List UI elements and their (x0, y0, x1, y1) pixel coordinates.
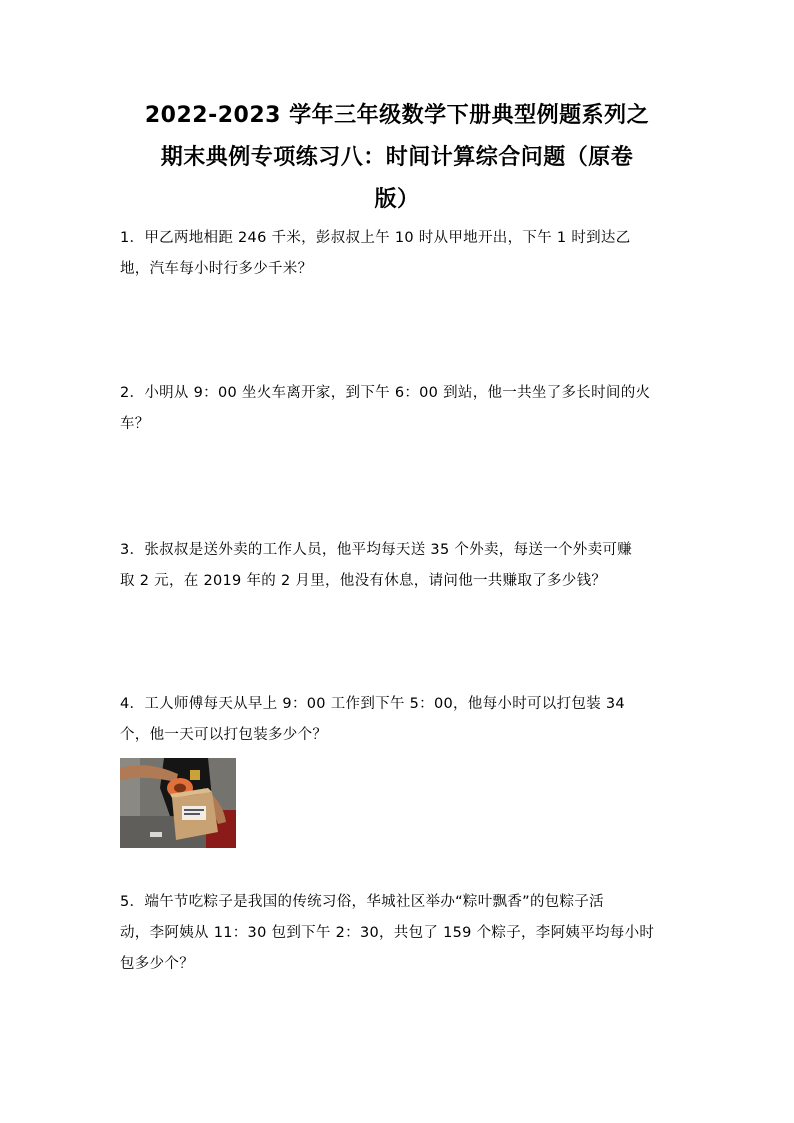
question-5-line-3: 包多少个？ (120, 956, 194, 972)
question-5-line-2: 动，李阿姨从 11：30 包到下午 2：30，共包了 159 个粽子，李阿姨平均每小时 (120, 925, 655, 941)
question-2-line-1: 2．小明从 9：00 坐火车离开家，到下午 6：00 到站，他一共坐了多长时间的火 (120, 385, 651, 401)
question-5-line-1: 5．端午节吃粽子是我国的传统习俗，华城社区举办“粽叶飘香”的包粽子活 (120, 894, 604, 910)
document-title-line-2: 期末典例专项练习八：时间计算综合问题（原卷 (160, 145, 634, 170)
question-3-line-1: 3．张叔叔是送外卖的工作人员，他平均每天送 35 个外卖，每送一个外卖可赚 (120, 542, 632, 558)
question-1-line-1: 1．甲乙两地相距 246 千米，彭叔叔上午 10 时从甲地开出，下午 1 时到达乙 (120, 230, 631, 246)
document-title-line-3: 版） (374, 187, 420, 212)
question-1-line-2: 地，汽车每小时行多少千米？ (120, 261, 313, 277)
question-4-line-2: 个，他一天可以打包装多少个？ (120, 727, 328, 743)
question-3-line-2: 取 2 元，在 2019 年的 2 月里，他没有休息，请问他一共赚取了多少钱？ (120, 573, 607, 589)
question-4-line-1: 4．工人师傅每天从早上 9：00 工作到下午 5：00，他每小时可以打包装 34 (120, 696, 625, 712)
document-title-line-1: 2022-2023 学年三年级数学下册典型例题系列之 (144, 103, 650, 128)
question-2-line-2: 车？ (120, 416, 150, 432)
worker-packing-box-photo (120, 758, 236, 848)
